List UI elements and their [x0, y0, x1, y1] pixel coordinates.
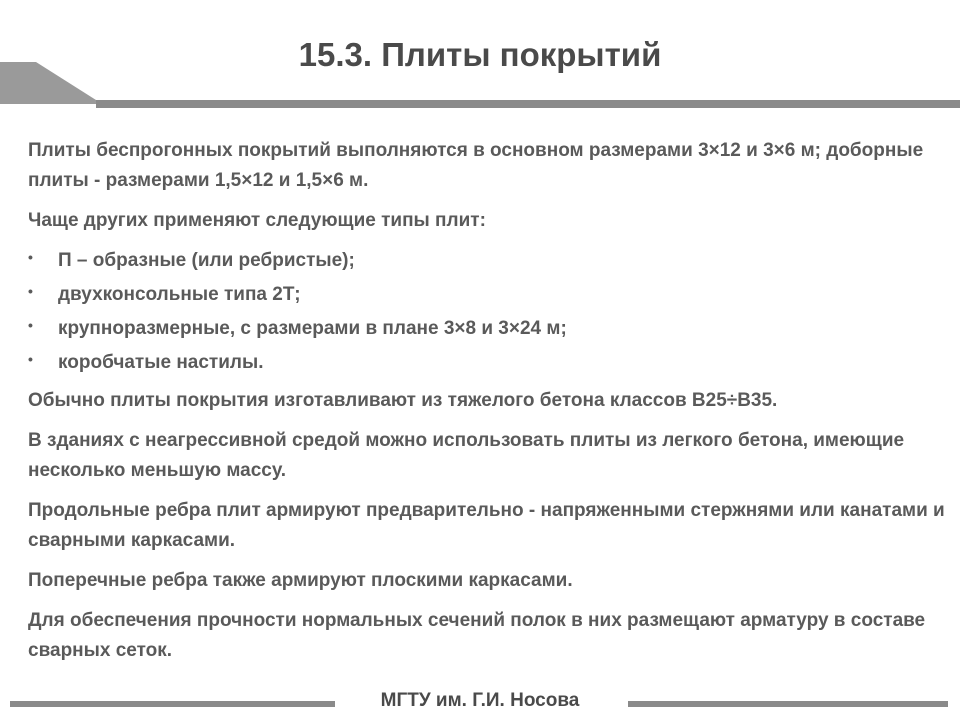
- header-wedge: [0, 62, 96, 104]
- footer-rule-right: [628, 701, 948, 707]
- bullet-text: коробчатые настилы.: [58, 352, 264, 373]
- bullet-text: крупноразмерные, с размерами в плане 3×8 и 3×24 м;: [58, 318, 567, 339]
- list-item: [28, 314, 948, 344]
- footer-text: МГТУ им. Г.И. Носова: [380, 690, 580, 711]
- bullet-text: двухконсольные типа 2Т;: [58, 284, 301, 305]
- paragraph: Продольные ребра плит армируют предварительно - напряженными стержнями или канатами и сварными каркасами.: [28, 500, 945, 551]
- list-item: [28, 348, 948, 378]
- bullet-icon: •: [28, 351, 33, 367]
- header-rule: [96, 100, 960, 108]
- paragraph: Обычно плиты покрытия изготавливают из тяжелого бетона классов В25÷В35.: [28, 390, 778, 411]
- header-bar: [0, 56, 960, 112]
- paragraph: Плиты беспрогонных покрытий выполняются в основном размерами 3×12 и 3×6 м; доборные плиты - размерами 1,5×12 и 1,5×6 м.: [28, 140, 924, 191]
- bullet-text: П – образные (или ребристые);: [58, 250, 355, 271]
- slide-title: 15.3. Плиты покрытий: [298, 36, 662, 73]
- list-item: [28, 246, 948, 276]
- bullet-list: [28, 246, 948, 378]
- paragraph: Для обеспечения прочности нормальных сечений полок в них размещают арматуру в составе сварных сеток.: [28, 610, 926, 661]
- bullet-icon: •: [28, 249, 33, 265]
- paragraph: Чаще других применяют следующие типы плит:: [28, 210, 486, 231]
- paragraph: В зданиях с неагрессивной средой можно использовать плиты из легкого бетона, имеющие несколько меньшую массу.: [28, 430, 905, 481]
- bullet-icon: •: [28, 317, 33, 333]
- paragraph: Поперечные ребра также армируют плоскими каркасами.: [28, 570, 573, 591]
- list-item: [28, 280, 948, 310]
- bullet-icon: •: [28, 283, 33, 299]
- slide-body: [28, 136, 948, 676]
